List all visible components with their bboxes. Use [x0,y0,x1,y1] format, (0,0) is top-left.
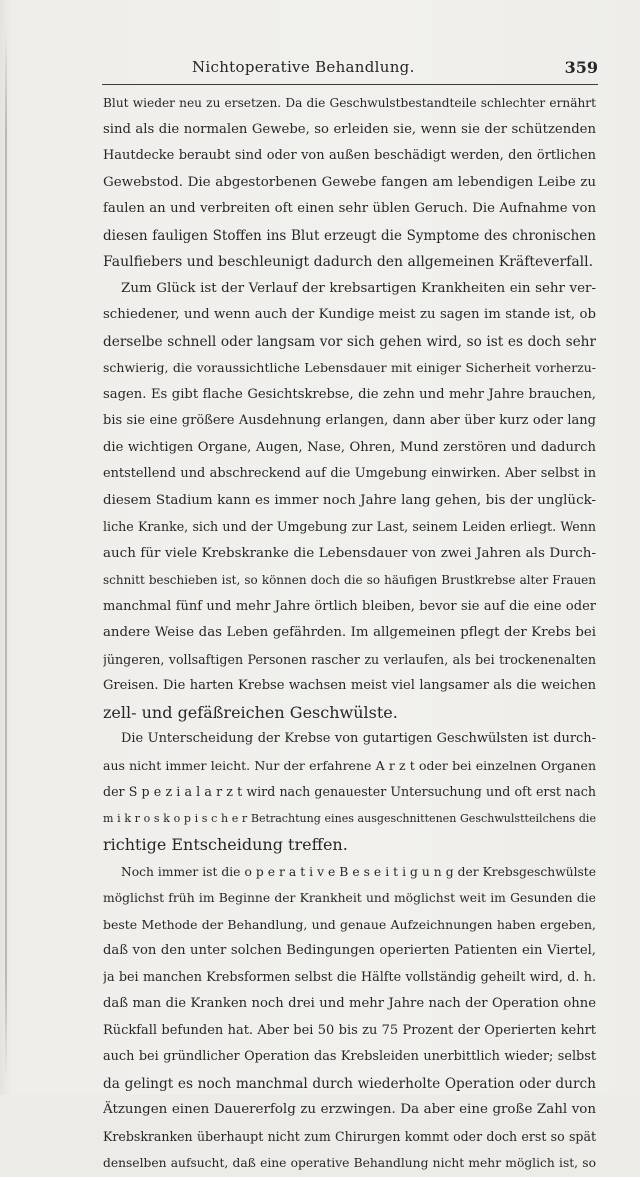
text-line: Faulfiebers und beschleunigt dadurch den allgemeinen Kräfteverfall. [103,254,594,270]
text-line: richtige Entscheidung treffen. [103,835,348,854]
text-line: Rückfall befunden hat. Aber bei 50 bis zu 75 Prozent der Operierten kehrt [103,1022,596,1038]
text-line: liche Kranke, sich und der Umgebung zur Last, seinem Leiden erliegt. Wenn [103,519,596,534]
text-line: der S p e z i a l a r z t wird nach genauester Untersuchung und oft erst nach [103,784,596,799]
page-header [102,58,598,82]
text-line: faulen an und verbreiten oft einen sehr üblen Geruch. Die Aufnahme von [103,201,596,216]
text-line: Zum Glück ist der Verlauf der krebsartigen Krankheiten ein sehr ver- [121,280,596,296]
text-line: daß man die Kranken noch drei und mehr Jahre nach der Operation ohne [103,996,596,1011]
text-line: schwierig, die voraussichtliche Lebensdauer mit einiger Sicherheit vorherzu- [103,360,596,375]
text-line: aus nicht immer leicht. Nur der erfahrene A r z t oder bei einzelnen Organen [103,757,596,773]
text-line: ja bei manchen Krebsformen selbst die Hälfte vollständig geheilt wird, d. h. [103,969,596,985]
text-line: schnitt beschieben ist, so können doch die so häufigen Brustkrebse alter Frauen [103,573,596,587]
text-line: Blut wieder neu zu ersetzen. Da die Geschwulstbestandteile schlechter ernährt [103,96,596,110]
text-line: Die Unterscheidung der Krebse von gutartigen Geschwülsten ist durch- [121,731,596,746]
running-title: Nichtoperative Behandlung. [192,58,415,76]
text-line: beste Methode der Behandlung, und genaue Aufzeichnungen haben ergeben, [103,916,596,932]
text-line: Krebskranken überhaupt nicht zum Chirurgen kommt oder doch erst so spät [103,1128,596,1144]
text-line: zell- und gefäßreichen Geschwülste. [103,702,398,722]
text-line: diesem Stadium kann es immer noch Jahre lang gehen, bis der unglück- [103,492,596,508]
text-line: manchmal fünf und mehr Jahre örtlich bleiben, bevor sie auf die eine oder [103,598,596,614]
text-line: da gelingt es noch manchmal durch wiederholte Operation oder durch [103,1075,596,1092]
page-number: 359 [564,58,598,77]
text-line: Hautdecke beraubt sind oder von außen beschädigt werden, den örtlichen [103,148,596,163]
text-line: auch für viele Krebskranke die Lebensdauer von zwei Jahren als Durch- [103,545,596,561]
text-line: auch bei gründlicher Operation das Krebsleiden unerbittlich wieder; selbst [103,1049,596,1064]
text-line: denselben aufsucht, daß eine operative Behandlung nicht mehr möglich ist, so [103,1156,596,1170]
text-line: daß von den unter solchen Bedingungen operierten Patienten ein Viertel, [103,943,596,958]
text-line: Noch immer ist die o p e r a t i v e B e s e i t i g u n g der Krebsgeschwülste [121,864,596,879]
text-line: schiedener, und wenn auch der Kundige meist zu sagen im stande ist, ob [103,307,596,322]
text-line: bis sie eine größere Ausdehnung erlangen, dann aber über kurz oder lang [103,413,596,428]
body-text [103,90,596,1177]
text-line: entstellend und abschreckend auf die Umgebung einwirken. Aber selbst in [103,466,596,481]
text-line: andere Weise das Leben gefährden. Im allgemeinen pflegt der Krebs bei [103,625,596,640]
text-line: jüngeren, vollsaftigen Personen rascher zu verlaufen, als bei trockenenalten [103,651,596,667]
text-line: sind als die normalen Gewebe, so erleiden sie, wenn sie der schützenden [103,121,596,137]
header-rule [102,84,598,85]
text-line: diesen fauligen Stoffen ins Blut erzeugt die Symptome des chronischen [103,227,596,244]
text-line: derselbe schnell oder langsam vor sich gehen wird, so ist es doch sehr [103,333,596,350]
text-line: Gewebstod. Die abgestorbenen Gewebe fangen am lebendigen Leibe zu [103,174,596,190]
text-line: Greisen. Die harten Krebse wachsen meist viel langsamer als die weichen [103,678,596,693]
text-line: möglichst früh im Beginne der Krankheit und möglichst weit im Gesunden die [103,891,596,905]
text-line: Ätzungen einen Dauererfolg zu erzwingen. Da aber eine große Zahl von [103,1102,596,1117]
binding-shadow [5,30,7,1080]
text-line: die wichtigen Organe, Augen, Nase, Ohren, Mund zerstören und dadurch [103,439,596,455]
text-line: sagen. Es gibt flache Gesichtskrebse, die zehn und mehr Jahre brauchen, [103,386,596,402]
text-line: m i k r o s k o p i s c h e r Betrachtung eines ausgeschnittenen Geschwulstteilchens die [103,811,596,825]
